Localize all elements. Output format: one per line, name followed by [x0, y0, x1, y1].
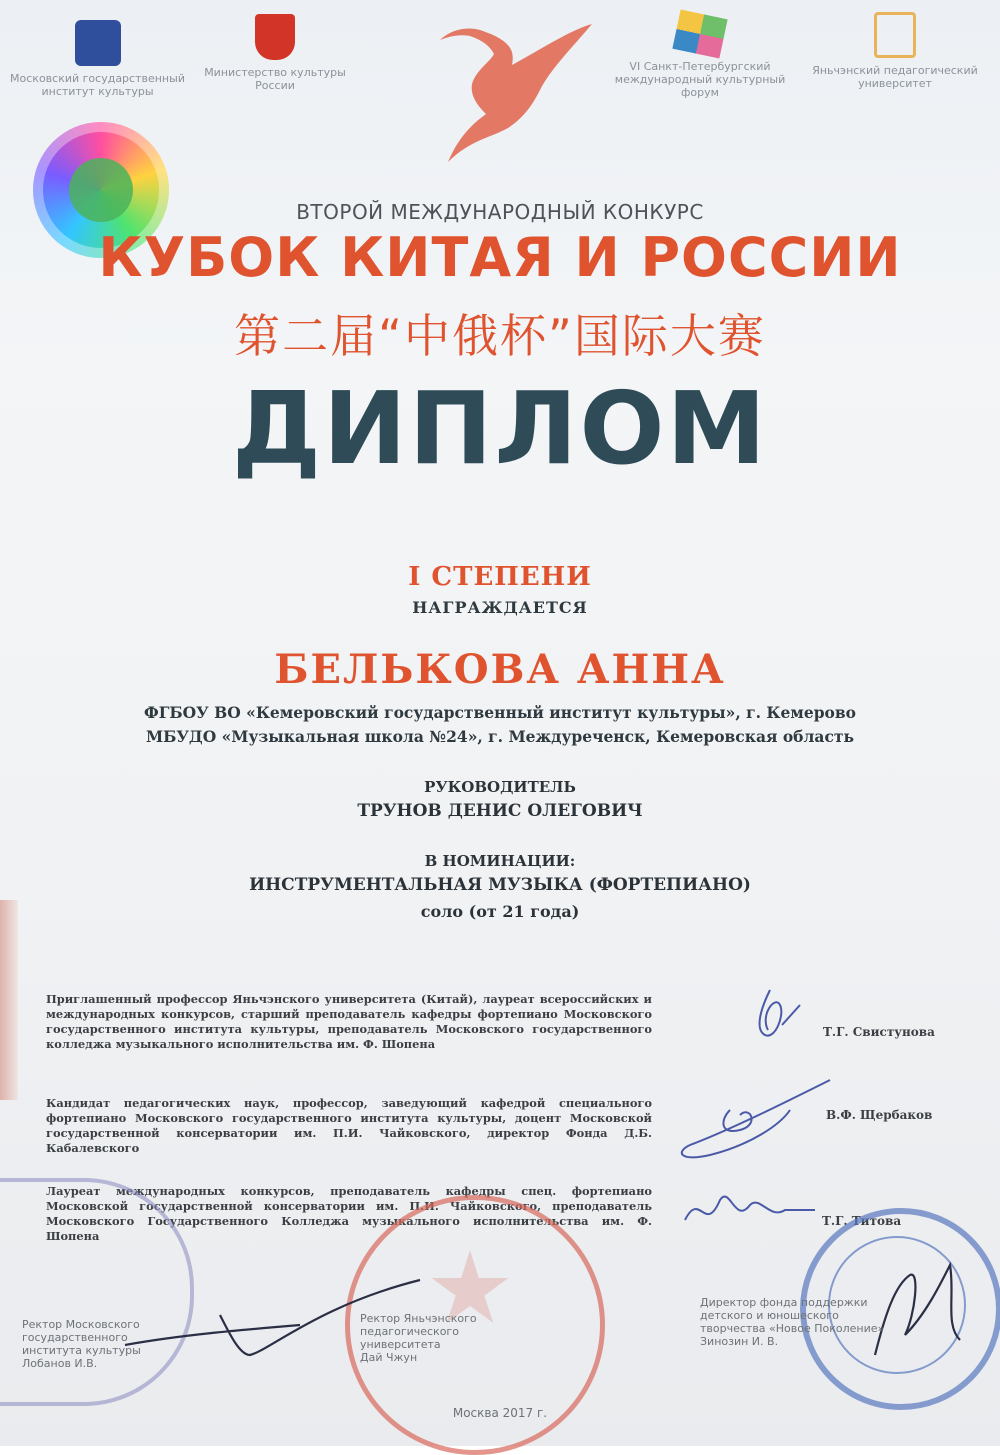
- contest-title-chinese: 第二届“中俄杯”国际大赛: [234, 309, 766, 363]
- diploma-heading: ДИПЛОМ: [231, 370, 769, 487]
- page-edge-shadow: [0, 900, 18, 1100]
- jury-member-name: Т.Г. Свистунова: [823, 1025, 935, 1039]
- awarded-label: НАГРАЖДАЕТСЯ: [412, 598, 588, 617]
- recipient-name: БЕЛЬКОВА АННА: [274, 646, 726, 693]
- university-emblem-icon: [874, 12, 916, 58]
- award-degree: I СТЕПЕНИ: [408, 562, 592, 592]
- jury-member-name: Т.Г. Титова: [822, 1214, 902, 1228]
- supervisor-label: РУКОВОДИТЕЛЬ: [424, 778, 576, 796]
- rector-caption: Ректор Московского государственного института культуры Лобанов И.В.: [22, 1318, 141, 1370]
- supervisor-name: ТРУНОВ ДЕНИС ОЛЕГОВИЧ: [357, 801, 643, 821]
- jury-member-name: В.Ф. Щербаков: [826, 1108, 933, 1122]
- forum-emblem-icon: [672, 9, 727, 58]
- logo-caption: России: [255, 79, 295, 92]
- russian-coat-of-arms-icon: [255, 14, 295, 60]
- logo-yanchen-university: [800, 12, 990, 90]
- logo-moscow-institute: [10, 20, 185, 98]
- contest-subtitle: ВТОРОЙ МЕЖДУНАРОДНЫЙ КОНКУРС: [296, 200, 704, 224]
- logo-caption: университет: [858, 77, 932, 90]
- signature-1: [740, 985, 820, 1055]
- rector-yanchen-caption: Ректор Яньчэнского педагогического университета Дай Чжун: [360, 1312, 477, 1364]
- logo-caption: международный культурный: [614, 73, 786, 86]
- logo-caption: форум: [681, 86, 719, 99]
- logo-spb-forum: [610, 14, 790, 99]
- logo-caption: VI Санкт-Петербургский: [629, 60, 771, 73]
- logo-caption: институт культуры: [41, 85, 154, 98]
- signature-2: [670, 1070, 840, 1170]
- city-year: Москва 2017 г.: [452, 1406, 548, 1420]
- organization-line: ФГБОУ ВО «Кемеровский государственный институт культуры», г. Кемерово: [144, 703, 856, 722]
- crane-bird-icon: [420, 10, 600, 190]
- organization-line: МБУДО «Музыкальная школа №24», г. Междуреченск, Кемеровская область: [145, 727, 855, 746]
- jury-member-description: Лауреат международных конкурсов, преподаватель кафедры спец. фортепиано Московской государственной консерватории им. П.И. Чайковского, преподаватель Московского Государственного Колледжа музыкального исполнительства им. Ф. Шопена: [46, 1184, 652, 1243]
- nomination: ИНСТРУМЕНТАЛЬНАЯ МУЗЫКА (ФОРТЕПИАНО): [249, 875, 751, 895]
- signature-3: [675, 1180, 825, 1240]
- contest-title: КУБОК КИТАЯ И РОССИИ: [98, 226, 902, 289]
- logo-caption: Министерство культуры: [204, 66, 346, 79]
- jury-member-description: Кандидат педагогических наук, профессор, заведующий кафедрой специального фортепиано Московского государственного института культуры, доцент Московской государственной консерватории им. П.И. Чайковского, директор Фонда Д.Б. Кабалевского: [46, 1096, 652, 1155]
- logo-caption: Московский государственный: [10, 72, 185, 85]
- logo-ministry-culture: [200, 14, 350, 92]
- nomination-category: соло (от 21 года): [420, 902, 580, 921]
- moscow-institute-emblem-icon: [75, 20, 121, 66]
- director-caption: Директор фонда поддержки детского и юношеского творчества «Новое Поколение» Зинозин И. В.: [700, 1296, 885, 1348]
- jury-member-description: Приглашенный профессор Яньчэнского университета (Китай), лауреат всероссийских и международных конкурсов, старший преподаватель кафедры фортепиано Московского государственного института культуры, преподаватель Московского государственного колледжа музыкального исполнительства им. Ф. Шопена: [46, 992, 652, 1051]
- nomination-label: В НОМИНАЦИИ:: [424, 852, 576, 870]
- logo-caption: Яньчэнский педагогический: [812, 64, 978, 77]
